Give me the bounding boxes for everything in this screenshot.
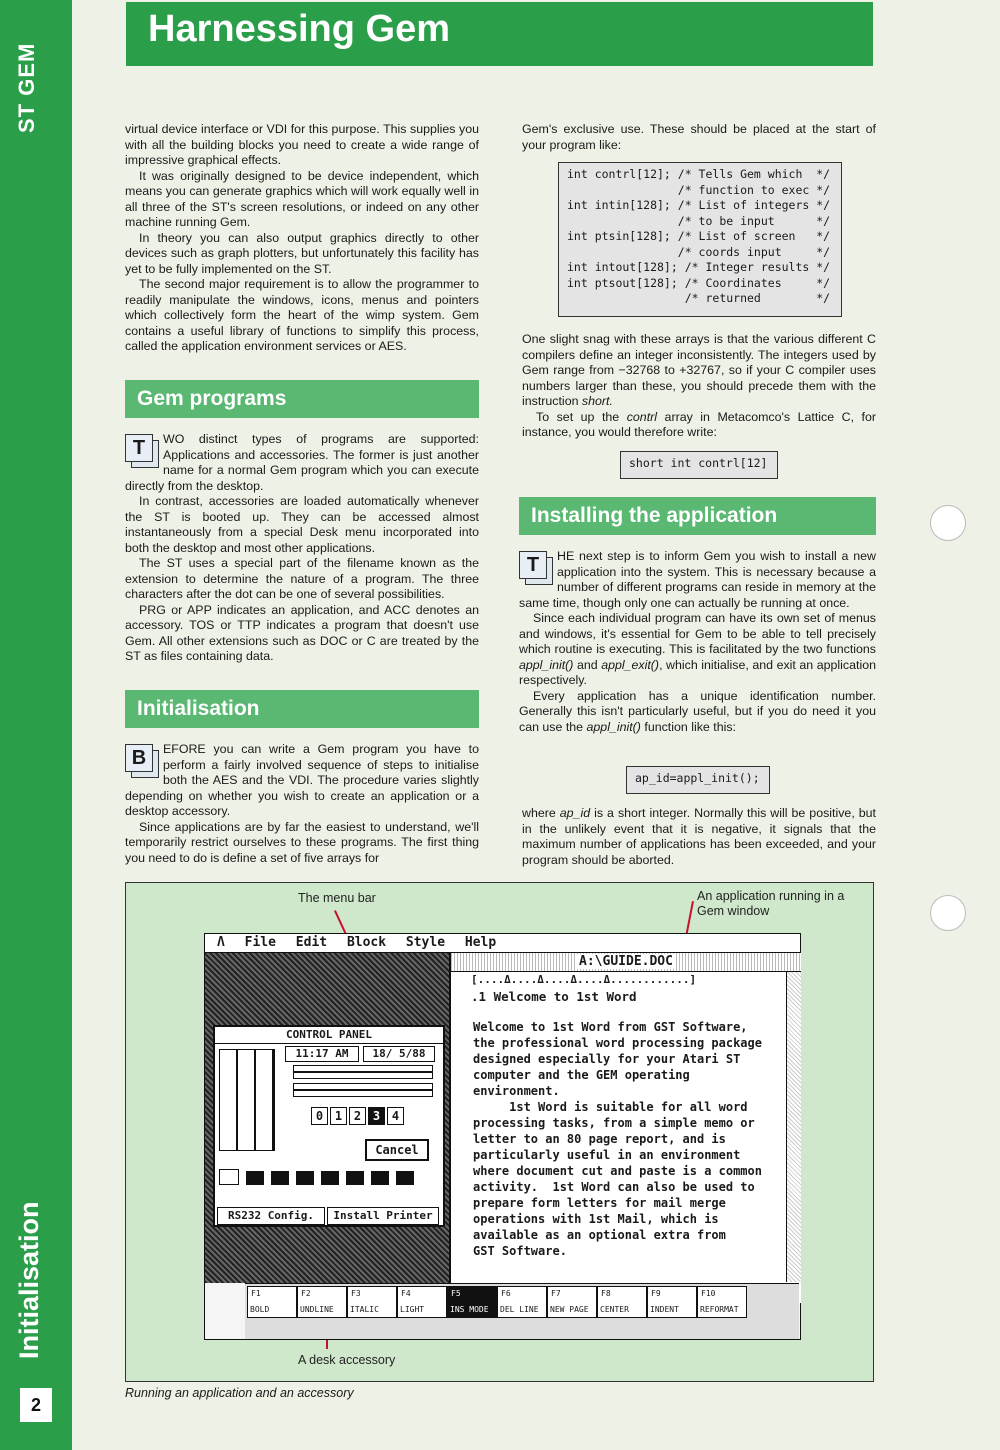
paragraph: PRG or APP indicates an application, and ACC denotes an accessory. TOS or TTP indicates a program that doesn't use Gem. All other extensions such as DOC or C are treated by the ST as files containing data.: [125, 602, 479, 663]
label-desk-accessory: A desk accessory: [298, 1353, 396, 1367]
function-key-bar: [245, 1283, 799, 1339]
paragraph: Every application has a unique identification number. Generally this isn't particularly useful, but if you do need it you can use the appl_init() function like this:: [519, 688, 876, 734]
control-panel: [213, 1025, 445, 1227]
doc-body: Welcome to 1st Word from GST Software, the professional word processing package designed especially for your Atari ST computer and the GEM operating environment. 1st Word is suitable for all word processing tasks, from a simple memo or letter to an 80 page report, and is particularly useful in an environment where document cut and paste is a common activity. 1st Word can also be used to prepare form letters for mail merge operations with 1st Mail, which is available as an optional extra from GST Software.: [473, 1020, 762, 1258]
drop-cap: B: [125, 744, 157, 776]
atari-logo-icon[interactable]: Λ: [217, 935, 225, 950]
page-number: 2: [20, 1388, 52, 1422]
click-speed-keys: [311, 1107, 406, 1125]
desktop: [205, 953, 449, 1283]
paragraph: It was originally designed to be device independent, which means you can generate graphics which will work equally well in all three of the ST's screen resolutions, or indeed on any other machine running Gem.: [125, 168, 479, 229]
fkey-f3[interactable]: F3 ITALIC: [347, 1286, 397, 1318]
ruler: [....Δ....Δ....Δ....Δ............]: [471, 973, 697, 986]
paragraph: Since applications are by far the easiest to understand, we'll temporarily restrict ourselves to these programs. The first thing you need to do is define a set of five arrays for: [125, 819, 479, 865]
arrow-menu-bar: [334, 910, 346, 934]
menu-file[interactable]: File: [244, 935, 276, 950]
fkey-f5[interactable]: F5 INS MODE: [447, 1286, 497, 1318]
vertical-scrollbar[interactable]: [786, 972, 801, 1282]
paragraph: In theory you can also output graphics directly to other devices such as graph plotters, but unfortunately this facility has yet to be fully implemented on the ST.: [125, 230, 479, 276]
paragraph: Since each individual program can have its own set of menus and windows, it's essential for Gem to be able to tell precisely which routine is executing. This is facilitated by the two functions appl_init() and appl_exit(), which initialise, and exit an application respectively.: [519, 611, 876, 687]
control-panel-title: CONTROL PANEL: [215, 1027, 443, 1044]
window-title: A:\GUIDE.DOC: [576, 954, 676, 969]
fkey-f10[interactable]: F10 REFORMAT: [697, 1286, 747, 1318]
drop-cap: T: [125, 434, 157, 466]
drop-cap: T: [519, 551, 551, 583]
cancel-button[interactable]: Cancel: [365, 1139, 429, 1161]
atari-screen: [204, 933, 801, 1340]
paragraph: WO distinct types of programs are supported: Applications and accessories. The former is just another name for a normal Gem program which you can execute directly from the desktop.: [125, 432, 479, 493]
fkey-f9[interactable]: F9 INDENT: [647, 1286, 697, 1318]
window-title-bar[interactable]: [451, 953, 801, 972]
fkey-f8[interactable]: F8 CENTER: [597, 1286, 647, 1318]
rs232-config-button[interactable]: RS232 Config.: [217, 1207, 325, 1225]
speed-key-4[interactable]: 4: [387, 1107, 404, 1125]
label-app-running: An application running in a Gem window: [697, 889, 845, 918]
gem-menu-bar: [205, 934, 800, 953]
chapter-label: Initialisation: [14, 1201, 44, 1359]
section-label: ST GEM: [14, 42, 39, 134]
fkey-f1[interactable]: F1 BOLD: [247, 1286, 297, 1318]
paragraph: The ST uses a special part of the filename known as the extension to determine the nature of a program. The three characters after the dot can be one of several possibilities.: [125, 556, 479, 601]
slider-key-delay[interactable]: [293, 1083, 433, 1097]
paragraph: Gem's exclusive use. These should be placed at the start of your program like:: [522, 122, 876, 152]
paragraph: where ap_id is a short integer. Normally this will be positive, but in the unlikely event that it is negative, it signals that the maximum number of applications has been exceeded, and your program should be aborted.: [522, 806, 876, 867]
menu-block[interactable]: Block: [346, 935, 387, 950]
code-appl-init: ap_id=appl_init();: [626, 766, 770, 794]
right-snag: [522, 332, 876, 441]
code-short-contrl: short int contrl[12]: [620, 451, 778, 479]
right-final: [522, 806, 876, 868]
section-heading: Gem programs: [125, 380, 479, 418]
section-heading: Installing the application: [519, 497, 876, 535]
doc-heading: .1 Welcome to 1st Word: [471, 989, 637, 1004]
speed-key-3[interactable]: 3: [368, 1107, 385, 1125]
speed-key-1[interactable]: 1: [330, 1107, 347, 1125]
menu-style[interactable]: Style: [405, 935, 446, 950]
slider-key-repeat[interactable]: [293, 1065, 433, 1079]
left-column: [125, 122, 479, 355]
fkey-f2[interactable]: F2 UNDLINE: [297, 1286, 347, 1318]
paragraph: HE next step is to inform Gem you wish to install a new application into the system. This is necessary because a number of different programs can reside in memory at the same time, though only one can actually be running at once.: [519, 549, 876, 610]
install-printer-button[interactable]: Install Printer: [327, 1207, 439, 1225]
label-menu-bar: The menu bar: [298, 891, 376, 905]
menu-help[interactable]: Help: [464, 935, 497, 950]
clock-date[interactable]: 18/ 5/88: [363, 1046, 435, 1062]
binder-hole: [930, 505, 966, 541]
title-bar: [126, 2, 873, 66]
code-listing-arrays: int contrl[12]; /* Tells Gem which */ /* function to exec */ int intin[128]; /* List of integers */ /* to be input */ int ptsin[128]; /* List of screen */ /* coords input */ int intout[128]; /* Integer results */ int ptsout[128]; /* Coordinates */ /* returned */: [558, 162, 842, 317]
fkey-f4[interactable]: F4 LIGHT: [397, 1286, 447, 1318]
fkey-f7[interactable]: F7 NEW PAGE: [547, 1286, 597, 1318]
installing-section: [519, 497, 876, 735]
paragraph: The second major requirement is to allow the programmer to readily manipulate the windows, icons, menus and pointers which collectively form the heart of the wimp system. Gem contains a useful library of functions to simplify this process, called the application environment services or AES.: [125, 277, 479, 353]
figure-caption: Running an application and an accessory: [125, 1386, 354, 1400]
sidebar: [0, 0, 72, 1450]
color-bars: [219, 1049, 275, 1151]
speed-key-2[interactable]: 2: [349, 1107, 366, 1125]
clock-time[interactable]: 11:17 AM: [285, 1046, 359, 1062]
menu-edit[interactable]: Edit: [295, 935, 328, 950]
paragraph: To set up the contrl array in Metacomco's Lattice C, for instance, you would therefore write:: [522, 409, 876, 439]
section-heading: Initialisation: [125, 690, 479, 728]
color-swatches: [219, 1167, 439, 1205]
page-title: Harnessing Gem: [148, 8, 450, 50]
paragraph: EFORE you can write a Gem program you have to perform a fairly involved sequence of steps to initialise both the AES and the VDI. The procedure varies slightly depending on whether you wish to create an application or a desktop accessory.: [125, 742, 479, 818]
word-window: [449, 953, 801, 1303]
speed-key-0[interactable]: 0: [311, 1107, 328, 1125]
gem-programs-section: [125, 380, 479, 665]
initialisation-section: [125, 690, 479, 866]
paragraph: In contrast, accessories are loaded automatically whenever the ST is booted up. They can be accessed almost instantaneously from a special Desk menu incorporated into both the desktop and most other applications.: [125, 494, 479, 555]
fkey-f6[interactable]: F6 DEL LINE: [497, 1286, 547, 1318]
screenshot-figure: [125, 882, 874, 1382]
binder-hole: [930, 895, 966, 931]
paragraph: One slight snag with these arrays is that the various different C compilers define an integer inconsistently. The integers used by Gem range from −32768 to +32767, so if your C compiler uses numbers larger than these, you should precede them with the instruction short.: [522, 332, 876, 408]
right-intro: [522, 122, 876, 153]
paragraph: virtual device interface or VDI for this purpose. This supplies you with all the building blocks you need to create a wide range of impressive graphical effects.: [125, 122, 479, 167]
